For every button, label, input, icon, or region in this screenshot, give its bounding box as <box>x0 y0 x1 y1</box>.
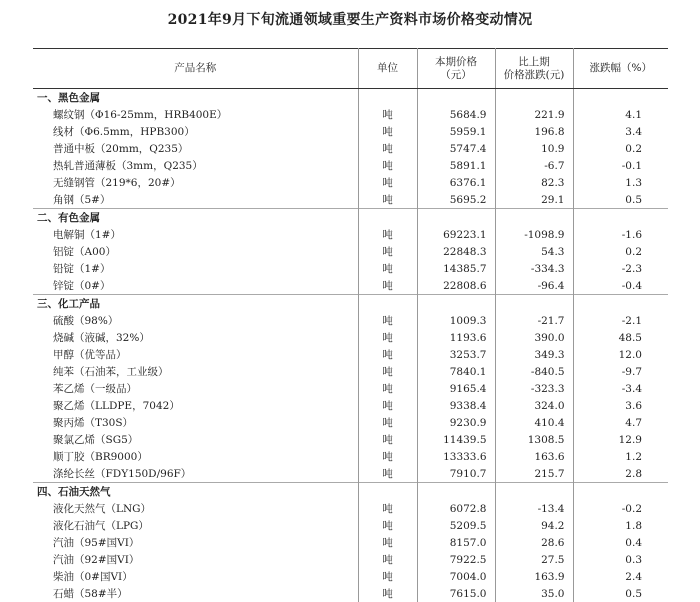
header-product-name: 产品名称 <box>33 49 358 89</box>
price-cell: 6376.1 <box>417 174 495 191</box>
category-change-cell <box>495 295 573 313</box>
pct-cell: -0.1 <box>573 157 668 174</box>
pct-cell: 48.5 <box>573 329 668 346</box>
product-name: 甲醇（优等品） <box>33 346 358 363</box>
product-name: 聚乙烯（LLDPE，7042） <box>33 397 358 414</box>
change-cell: -6.7 <box>495 157 573 174</box>
header-change <box>495 49 573 89</box>
unit-cell: 吨 <box>358 568 417 585</box>
product-name: 涤纶长丝（FDY150D/96F） <box>33 465 358 483</box>
category-row <box>33 209 668 227</box>
unit-cell: 吨 <box>358 329 417 346</box>
change-cell: 82.3 <box>495 174 573 191</box>
price-cell: 3253.7 <box>417 346 495 363</box>
table-header-row <box>33 49 668 89</box>
pct-cell: 4.7 <box>573 414 668 431</box>
change-cell: 1308.5 <box>495 431 573 448</box>
table-row <box>33 551 668 568</box>
table-row <box>33 277 668 295</box>
unit-cell: 吨 <box>358 191 417 209</box>
unit-cell: 吨 <box>358 465 417 483</box>
pct-cell: -0.4 <box>573 277 668 295</box>
product-name: 普通中板（20mm，Q235） <box>33 140 358 157</box>
price-cell: 5209.5 <box>417 517 495 534</box>
price-cell: 22808.6 <box>417 277 495 295</box>
unit-cell: 吨 <box>358 106 417 123</box>
unit-cell: 吨 <box>358 243 417 260</box>
table-row <box>33 243 668 260</box>
table-row <box>33 500 668 517</box>
unit-cell: 吨 <box>358 380 417 397</box>
product-name: 线材（Φ6.5mm，HPB300） <box>33 123 358 140</box>
category-row <box>33 295 668 313</box>
price-cell: 7840.1 <box>417 363 495 380</box>
header-price <box>417 49 495 89</box>
table-row <box>33 140 668 157</box>
table-row <box>33 534 668 551</box>
pct-cell: -1.6 <box>573 226 668 243</box>
price-cell: 69223.1 <box>417 226 495 243</box>
change-cell: 221.9 <box>495 106 573 123</box>
table-body <box>33 89 668 602</box>
table-row <box>33 174 668 191</box>
table-row <box>33 517 668 534</box>
change-cell: 163.6 <box>495 448 573 465</box>
category-price-cell <box>417 483 495 501</box>
pct-cell: -2.1 <box>573 312 668 329</box>
price-cell: 9230.9 <box>417 414 495 431</box>
price-cell: 1009.3 <box>417 312 495 329</box>
change-cell: -840.5 <box>495 363 573 380</box>
price-cell: 5959.1 <box>417 123 495 140</box>
category-price-cell <box>417 295 495 313</box>
product-name: 石蜡（58#半） <box>33 585 358 602</box>
page-title: 2021年9月下旬流通领域重要生产资料市场价格变动情况 <box>0 9 700 29</box>
category-change-cell <box>495 209 573 227</box>
table-row <box>33 106 668 123</box>
product-name: 液化天然气（LNG） <box>33 500 358 517</box>
change-cell: 28.6 <box>495 534 573 551</box>
product-name: 无缝钢管（219*6，20#） <box>33 174 358 191</box>
price-cell: 9338.4 <box>417 397 495 414</box>
change-cell: 27.5 <box>495 551 573 568</box>
change-cell: 163.9 <box>495 568 573 585</box>
unit-cell: 吨 <box>358 534 417 551</box>
pct-cell: 1.8 <box>573 517 668 534</box>
product-name: 螺纹钢（Φ16-25mm，HRB400E） <box>33 106 358 123</box>
product-name: 角钢（5#） <box>33 191 358 209</box>
unit-cell: 吨 <box>358 226 417 243</box>
category-row <box>33 483 668 501</box>
table-row <box>33 191 668 209</box>
product-name: 苯乙烯（一级品） <box>33 380 358 397</box>
price-cell: 7615.0 <box>417 585 495 602</box>
unit-cell: 吨 <box>358 500 417 517</box>
header-pct: 涨跌幅（%） <box>573 49 668 89</box>
product-name: 顺丁胶（BR9000） <box>33 448 358 465</box>
product-name: 纯苯（石油苯，工业级） <box>33 363 358 380</box>
change-cell: 390.0 <box>495 329 573 346</box>
unit-cell: 吨 <box>358 397 417 414</box>
product-name: 汽油（92#国VI） <box>33 551 358 568</box>
pct-cell: -3.4 <box>573 380 668 397</box>
unit-cell: 吨 <box>358 260 417 277</box>
table-row <box>33 123 668 140</box>
price-cell: 7004.0 <box>417 568 495 585</box>
table-row <box>33 568 668 585</box>
unit-cell: 吨 <box>358 346 417 363</box>
category-title: 一、黑色金属 <box>33 89 358 107</box>
category-change-cell <box>495 483 573 501</box>
change-cell: 94.2 <box>495 517 573 534</box>
header-price-line1: 本期价格 <box>418 56 495 69</box>
unit-cell: 吨 <box>358 551 417 568</box>
pct-cell: 1.2 <box>573 448 668 465</box>
pct-cell: 3.4 <box>573 123 668 140</box>
table-row <box>33 363 668 380</box>
table-row <box>33 431 668 448</box>
category-pct-cell <box>573 89 668 107</box>
change-cell: -96.4 <box>495 277 573 295</box>
table-row <box>33 414 668 431</box>
table-row <box>33 329 668 346</box>
price-cell: 14385.7 <box>417 260 495 277</box>
unit-cell: 吨 <box>358 414 417 431</box>
change-cell: 349.3 <box>495 346 573 363</box>
product-name: 液化石油气（LPG） <box>33 517 358 534</box>
category-row <box>33 89 668 107</box>
category-pct-cell <box>573 483 668 501</box>
product-name: 铝锭（A00） <box>33 243 358 260</box>
category-pct-cell <box>573 295 668 313</box>
change-cell: 324.0 <box>495 397 573 414</box>
pct-cell: -0.2 <box>573 500 668 517</box>
unit-cell: 吨 <box>358 312 417 329</box>
header-change-line1: 比上期 <box>496 56 573 69</box>
pct-cell: 0.3 <box>573 551 668 568</box>
category-unit-cell <box>358 483 417 501</box>
price-cell: 11439.5 <box>417 431 495 448</box>
unit-cell: 吨 <box>358 585 417 602</box>
category-pct-cell <box>573 209 668 227</box>
unit-cell: 吨 <box>358 174 417 191</box>
table-row <box>33 260 668 277</box>
price-cell: 5747.4 <box>417 140 495 157</box>
product-name: 柴油（0#国VI） <box>33 568 358 585</box>
unit-cell: 吨 <box>358 448 417 465</box>
pct-cell: 3.6 <box>573 397 668 414</box>
unit-cell: 吨 <box>358 431 417 448</box>
price-cell: 7910.7 <box>417 465 495 483</box>
unit-cell: 吨 <box>358 140 417 157</box>
table-row <box>33 465 668 483</box>
table-row <box>33 380 668 397</box>
table-row <box>33 585 668 602</box>
pct-cell: 0.4 <box>573 534 668 551</box>
price-cell: 9165.4 <box>417 380 495 397</box>
change-cell: 29.1 <box>495 191 573 209</box>
price-cell: 8157.0 <box>417 534 495 551</box>
category-unit-cell <box>358 89 417 107</box>
pct-cell: 12.9 <box>573 431 668 448</box>
category-unit-cell <box>358 209 417 227</box>
unit-cell: 吨 <box>358 157 417 174</box>
price-cell: 7922.5 <box>417 551 495 568</box>
category-title: 三、化工产品 <box>33 295 358 313</box>
change-cell: 196.8 <box>495 123 573 140</box>
pct-cell: -9.7 <box>573 363 668 380</box>
header-unit: 单位 <box>358 49 417 89</box>
change-cell: 54.3 <box>495 243 573 260</box>
change-cell: -13.4 <box>495 500 573 517</box>
price-cell: 5695.2 <box>417 191 495 209</box>
price-cell: 5891.1 <box>417 157 495 174</box>
category-change-cell <box>495 89 573 107</box>
product-name: 聚氯乙烯（SG5） <box>33 431 358 448</box>
table-row <box>33 346 668 363</box>
unit-cell: 吨 <box>358 123 417 140</box>
product-name: 锌锭（0#） <box>33 277 358 295</box>
pct-cell: 0.2 <box>573 140 668 157</box>
product-name: 汽油（95#国VI） <box>33 534 358 551</box>
pct-cell: 1.3 <box>573 174 668 191</box>
table-row <box>33 226 668 243</box>
table-row <box>33 312 668 329</box>
price-cell: 22848.3 <box>417 243 495 260</box>
change-cell: 10.9 <box>495 140 573 157</box>
price-table <box>33 48 668 602</box>
header-price-line2: （元） <box>418 69 495 82</box>
pct-cell: 0.5 <box>573 585 668 602</box>
table-row <box>33 157 668 174</box>
pct-cell: 2.8 <box>573 465 668 483</box>
table-row <box>33 397 668 414</box>
unit-cell: 吨 <box>358 277 417 295</box>
pct-cell: 0.5 <box>573 191 668 209</box>
change-cell: 410.4 <box>495 414 573 431</box>
category-unit-cell <box>358 295 417 313</box>
product-name: 热轧普通薄板（3mm，Q235） <box>33 157 358 174</box>
change-cell: -21.7 <box>495 312 573 329</box>
pct-cell: 0.2 <box>573 243 668 260</box>
category-title: 二、有色金属 <box>33 209 358 227</box>
product-name: 硫酸（98%） <box>33 312 358 329</box>
price-cell: 13333.6 <box>417 448 495 465</box>
product-name: 铅锭（1#） <box>33 260 358 277</box>
unit-cell: 吨 <box>358 517 417 534</box>
pct-cell: 4.1 <box>573 106 668 123</box>
category-price-cell <box>417 209 495 227</box>
change-cell: -323.3 <box>495 380 573 397</box>
price-cell: 5684.9 <box>417 106 495 123</box>
price-cell: 6072.8 <box>417 500 495 517</box>
change-cell: -1098.9 <box>495 226 573 243</box>
change-cell: -334.3 <box>495 260 573 277</box>
table-row <box>33 448 668 465</box>
product-name: 烧碱（液碱，32%） <box>33 329 358 346</box>
header-change-line2: 价格涨跌(元) <box>496 69 573 82</box>
pct-cell: 12.0 <box>573 346 668 363</box>
pct-cell: -2.3 <box>573 260 668 277</box>
pct-cell: 2.4 <box>573 568 668 585</box>
unit-cell: 吨 <box>358 363 417 380</box>
change-cell: 215.7 <box>495 465 573 483</box>
category-price-cell <box>417 89 495 107</box>
price-cell: 1193.6 <box>417 329 495 346</box>
product-name: 聚丙烯（T30S） <box>33 414 358 431</box>
change-cell: 35.0 <box>495 585 573 602</box>
category-title: 四、石油天然气 <box>33 483 358 501</box>
product-name: 电解铜（1#） <box>33 226 358 243</box>
